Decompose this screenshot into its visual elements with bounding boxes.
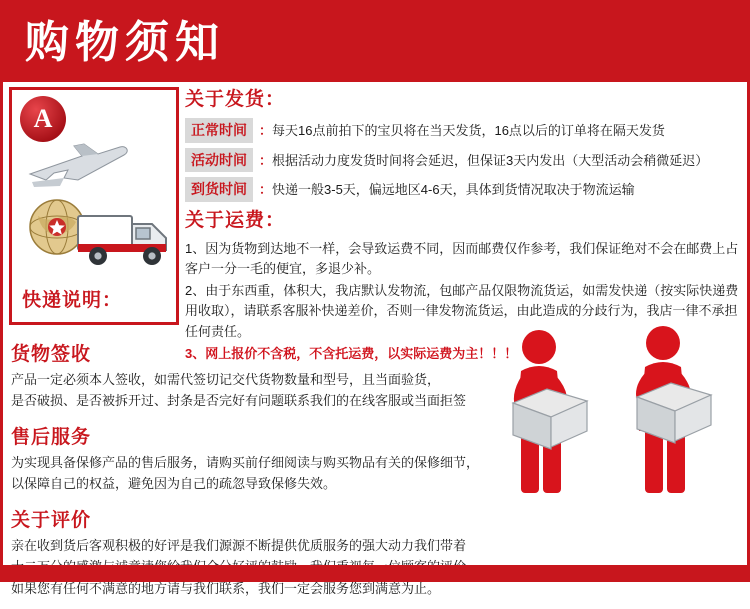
section-after-sales (11, 422, 745, 495)
section-line: 以保障自己的权益，避免因为自己的疏忽导致保修失效。 (11, 476, 337, 492)
freight-item-warning: 3、网上报价不含税，不含托运费，以实际运费为主！！！ (185, 345, 518, 361)
shipping-row-value: 根据活动力度发货时间将会延迟，但保证3天内发出（大型活动会稍微延迟） (272, 152, 709, 168)
section-receipt-title: 货物签收 (11, 344, 92, 365)
shipping-row (185, 177, 745, 202)
section-reviews (11, 505, 745, 599)
shipping-row-text: ：根据活动力度发货时间将会延迟，但保证3天内发出（大型活动会稍微延迟） (259, 152, 709, 168)
section-after-sales-body (11, 452, 745, 495)
airplane-icon (24, 134, 132, 196)
shipping-label: 快递说明： (22, 290, 123, 311)
shipping-row (185, 118, 745, 143)
shipping-row-label: 活动时间 (185, 148, 253, 173)
page-title: 购物须知 (25, 17, 225, 67)
shipping-row-value: 每天16点前拍下的宝贝将在当天发货，16点以后的订单将在隔天发货 (272, 122, 665, 138)
freight-item: 1、因为货物到达地不一样，会导致运费不同，因而邮费仅作参考，我们保证绝对不会在邮费上占客户一分一毛的便宜，多退少补。 (185, 240, 739, 277)
freight-section-title: 关于运费： (185, 210, 286, 232)
footer-bar (3, 565, 747, 579)
section-line: 产品一定必须本人签收，如需代签切记交代货物数量和型号，且当面验货， (11, 372, 441, 387)
shipping-row-label: 正常时间 (185, 118, 253, 143)
shipping-row-label: 到货时间 (185, 177, 253, 202)
section-line: 为实现具备保修产品的售后服务，请购买前仔细阅读与购买物品有关的保修细节， (11, 454, 480, 470)
badge-a: A (20, 96, 66, 142)
freight-item: 2、由于东西重，体积大，我店默认发物流，包邮产品仅限物流货运，如需发快递（按实际快递费用收取），请联系客服补快递差价，否则一律发物流货运，由此造成的分歧行为，我店一律不承担任何责任。 (185, 283, 739, 339)
section-receipt (11, 339, 745, 412)
truck-icon (74, 200, 178, 270)
section-line: 是否破损、是否被拆开过、封条是否完好有问题联系我们的在线客服或当面拒签 (11, 393, 467, 409)
shipping-illustration-panel (9, 87, 181, 327)
page-header (3, 3, 747, 82)
section-after-sales-title: 售后服务 (11, 426, 92, 448)
section-line: 亲在收到货后客观积极的好评是我们源源不断提供优质服务的强大动力我们带着 (11, 537, 467, 553)
shipping-row (185, 148, 745, 173)
section-reviews-title: 关于评价 (11, 509, 92, 531)
shipping-row-value: 快递一般3-5天，偏远地区4-6天，具体到货情况取决于物流运输 (272, 182, 635, 198)
section-line: 如果您有任何不满意的地方请与我们联系，我们一定会服务您到满意为止。 (11, 580, 441, 596)
section-receipt-body (11, 369, 745, 412)
notice-content (185, 89, 745, 366)
shipping-section-title: 关于发货： (185, 89, 286, 110)
shipping-row-text: ：快递一般3-5天，偏远地区4-6天，具体到货情况取决于物流运输 (259, 182, 635, 198)
illustration-frame (9, 87, 179, 325)
shipping-row-text: ：每天16点前拍下的宝贝将在当天发货，16点以后的订单将在隔天发货 (259, 122, 665, 138)
